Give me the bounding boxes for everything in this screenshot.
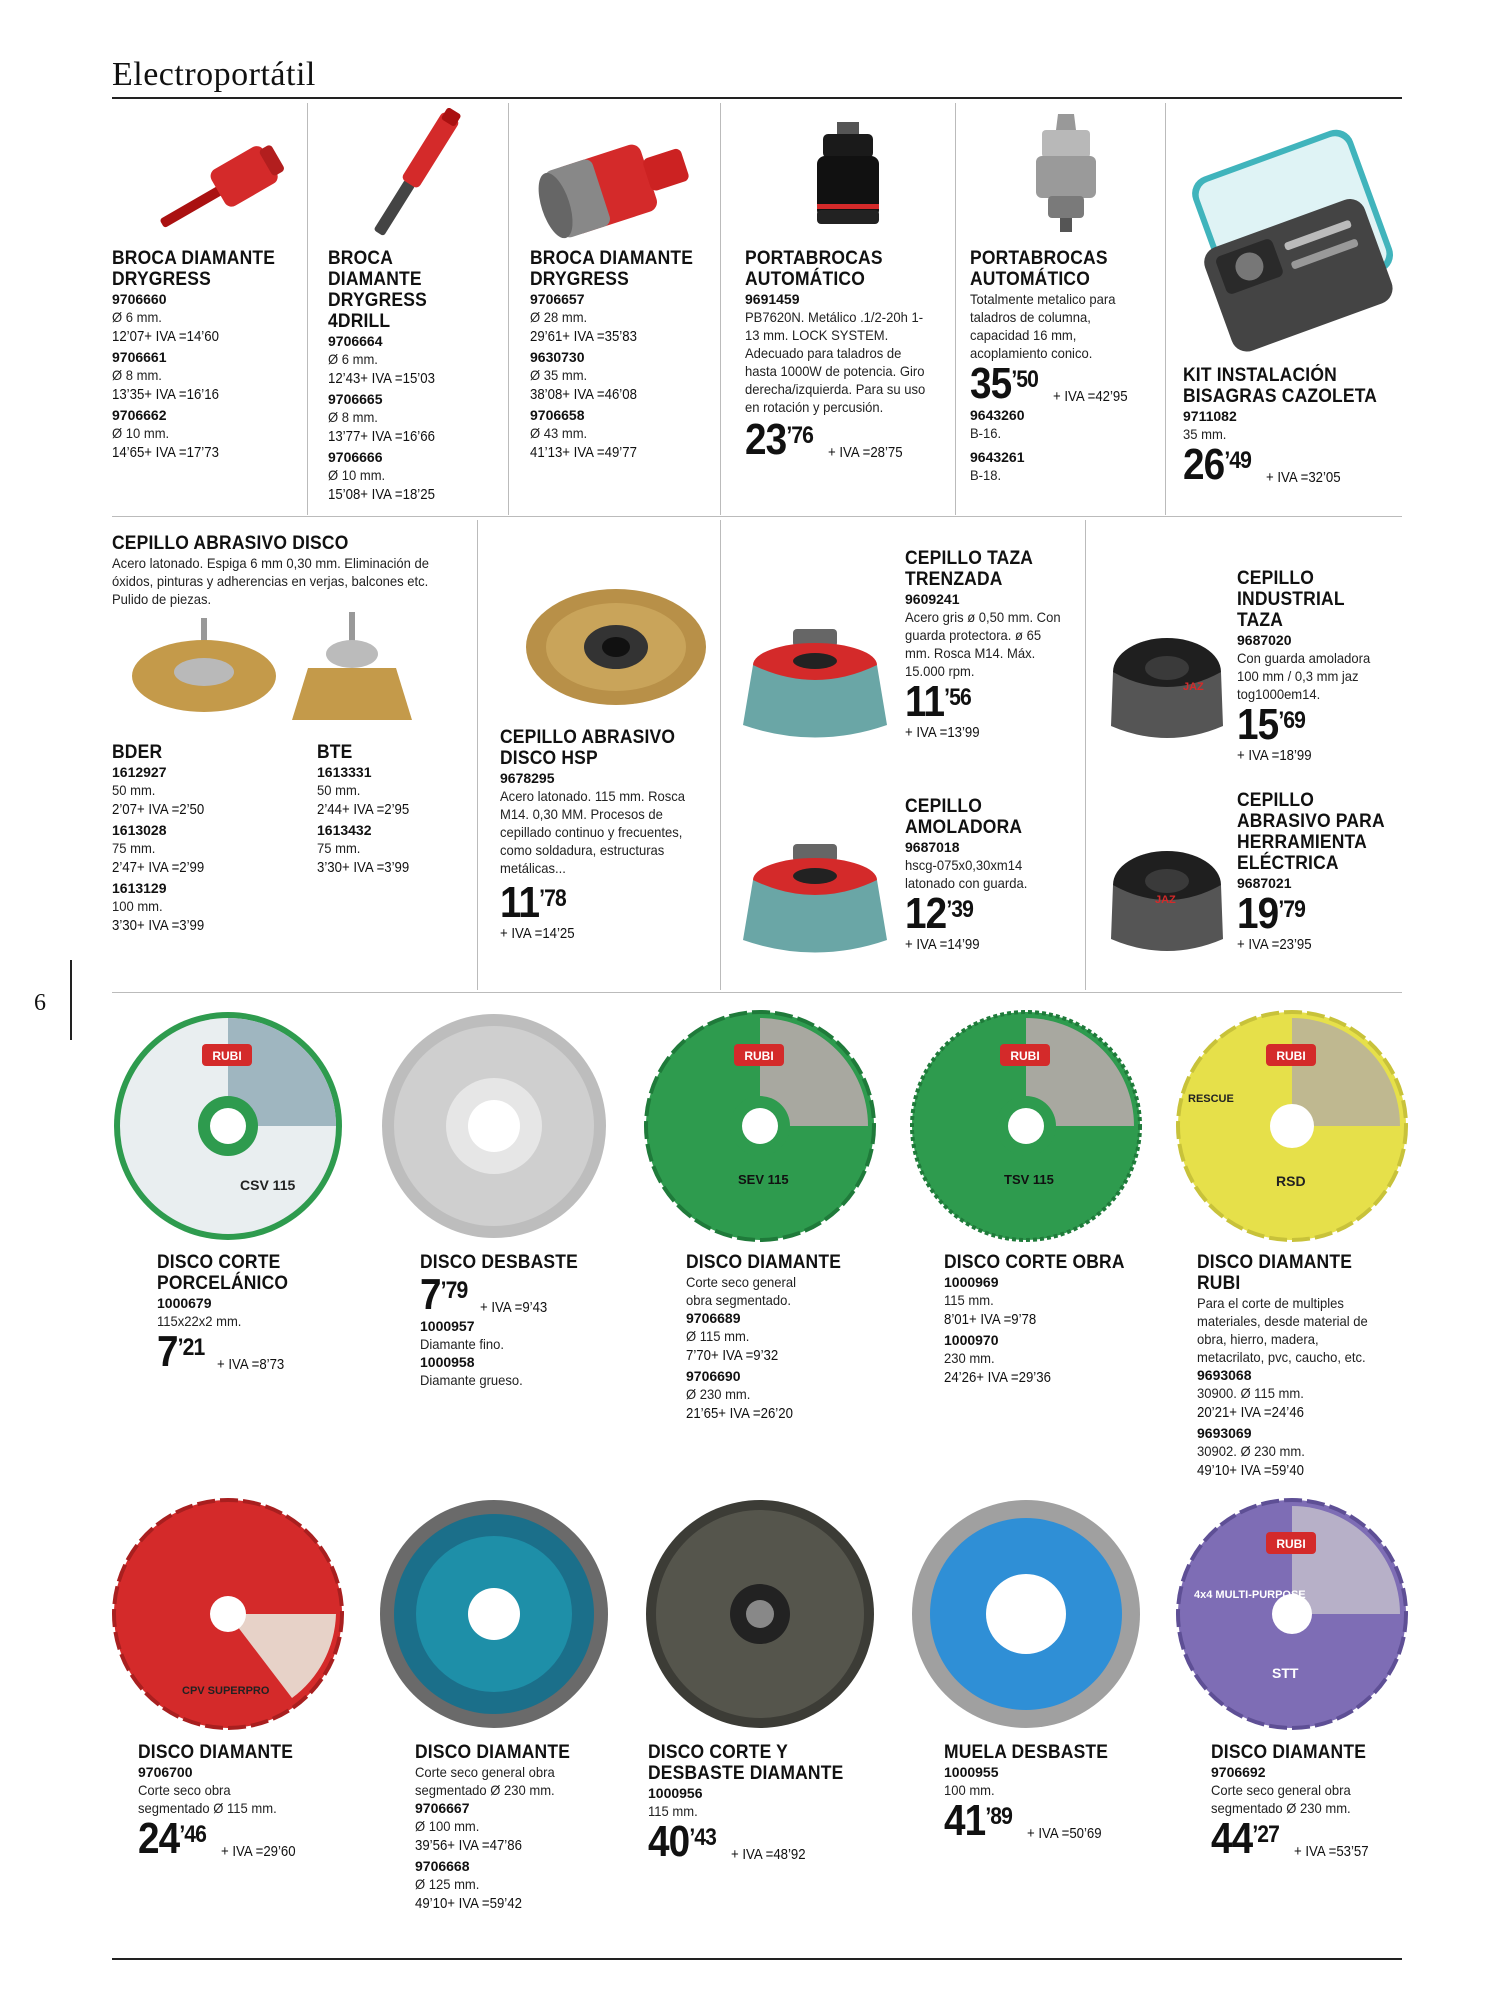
product-code: 9706661 (112, 349, 167, 365)
product-desc: Ø 115 mm. (686, 1328, 750, 1344)
price-big: $19^{’79}$ (1237, 889, 1306, 938)
price-block (944, 1796, 1154, 1845)
brand-logo: RUBI (212, 1049, 242, 1063)
price-int: 40 (648, 1817, 690, 1866)
price-big: $23^{’76}$ (745, 415, 814, 464)
product-code: 1000970 (944, 1332, 999, 1348)
product-desc: Para el corte de multiples materiales, desde material de obra, hierro, madera, metacrilato, pvc, caucho, etc. (1197, 1295, 1368, 1365)
price-dec: 46 (184, 1821, 207, 1848)
divider (955, 103, 956, 515)
price-iva: + IVA =14’25 (500, 925, 575, 942)
product-code: 1613129 (112, 880, 167, 896)
product-code: 9706664 (328, 333, 383, 349)
disc-tag: 4x4 MULTI-PURPOSE (1194, 1589, 1306, 1601)
price-big: $11^{’78}$ (500, 878, 566, 927)
product-broca-drygress-6-10 (112, 108, 302, 464)
product-code: 9630730 (530, 349, 585, 365)
price-int: 44 (1211, 1814, 1253, 1863)
row-divider (112, 516, 1402, 517)
product-desc: Ø 6 mm. (328, 351, 378, 367)
product-code: 1000958 (420, 1354, 475, 1370)
product-name: KIT INSTALACIÓN BISAGRAS CAZOLETA (1183, 365, 1378, 407)
disc-label: CPV SUPERPRO (182, 1685, 270, 1697)
price-int: 15 (1237, 700, 1279, 749)
price-dec: 79 (1283, 896, 1306, 923)
price-line: 3’30+ IVA =3’99 (112, 917, 205, 934)
product-kit-bisagras (1183, 110, 1403, 487)
product-code: 1613028 (112, 822, 167, 838)
price-block (1183, 440, 1403, 489)
product-name: PORTABROCAS AUTOMÁTICO (745, 248, 883, 290)
price-line: 29’61+ IVA =35’83 (530, 328, 637, 345)
price-big: $11^{’56}$ (905, 677, 971, 726)
product-name: DISCO DIAMANTE (1211, 1742, 1367, 1763)
product-name: DISCO DESBASTE (420, 1252, 578, 1273)
price-big: $24^{’46}$ (138, 1814, 207, 1863)
product-desc: 115 mm. (944, 1292, 994, 1308)
product-desc: 115 mm. (648, 1803, 698, 1819)
product-cepillo-taza-trenzada (905, 548, 1080, 742)
product-desc: hscg-075x0,30xm14 latonado con guarda. (905, 857, 1028, 891)
price-block (905, 677, 1080, 726)
product-code: 9687021 (1237, 875, 1292, 891)
price-dec: 56 (949, 684, 971, 711)
price-iva: + IVA =48’92 (731, 1846, 806, 1863)
product-desc: Ø 8 mm. (112, 367, 162, 383)
product-portabrocas-columna (970, 108, 1160, 484)
price-line: 12’43+ IVA =15’03 (328, 370, 435, 387)
product-code: 1612927 (112, 764, 167, 780)
divider (720, 103, 721, 515)
product-desc: 75 mm. (317, 840, 361, 856)
price-int: 11 (905, 677, 945, 726)
product-code: 1000955 (944, 1764, 999, 1780)
product-name: CEPILLO ABRASIVO DISCO (112, 533, 349, 554)
price-block (1211, 1814, 1401, 1863)
price-big: $15^{’69}$ (1237, 700, 1306, 749)
product-desc: PB7620N. Metálico .1/2-20h 1-13 mm. LOCK SYSTEM. Adecuado para taladros de hasta 1000W de potencia. Giro derecha/izquierda. Para su uso en rotación y percusión. (745, 309, 926, 415)
price-iva: + IVA =13’99 (905, 724, 980, 741)
product-name: BROCA DIAMANTE DRYGRESS (530, 248, 694, 290)
product-code: 9706668 (415, 1858, 470, 1874)
product-cepillo-abrasivo-disco (112, 533, 472, 937)
industrial-cup-brush-image (1105, 630, 1230, 750)
price-big: $40^{’43}$ (648, 1817, 717, 1866)
product-broca-drygress-28-43 (530, 108, 715, 464)
brand-logo: RUBI (1276, 1537, 1306, 1551)
product-name: DISCO CORTE PORCELÁNICO (157, 1252, 289, 1294)
product-disco-diamante-rubi (1197, 1252, 1402, 1482)
price-int: 11 (500, 878, 540, 927)
product-name: PORTABROCAS AUTOMÁTICO (970, 248, 1108, 290)
product-desc: Acero gris ø 0,50 mm. Con guarda protectora. ø 65 mm. Rosca M14. Máx. 15.000 rpm. (905, 609, 1061, 679)
disc-tag: RESCUE (1188, 1093, 1234, 1105)
product-name: BROCA DIAMANTE DRYGRESS 4DRILL (328, 248, 427, 332)
price-int: 12 (905, 889, 947, 938)
product-desc: Acero latonado. Espiga 6 mm 0,30 mm. Eliminación de óxidos, pinturas y adherencias en verjas, balcones etc. Pulido de piezas. (112, 555, 429, 607)
price-dec: 43 (694, 1824, 717, 1851)
product-desc: 230 mm. (944, 1350, 995, 1366)
price-line: 24’26+ IVA =29’36 (944, 1369, 1051, 1386)
price-big: $7^{’79}$ (420, 1270, 468, 1319)
price-dec: 39 (951, 896, 974, 923)
product-code: 9706665 (328, 391, 383, 407)
price-big: $35^{’50}$ (970, 359, 1039, 408)
price-big: $12^{’39}$ (905, 889, 974, 938)
price-line: 14’65+ IVA =17’73 (112, 444, 219, 461)
product-code: 9706667 (415, 1800, 470, 1816)
price-block (1237, 700, 1402, 749)
product-name: CEPILLO TAZA TRENZADA (905, 548, 1033, 590)
product-desc: 35 mm. (1183, 426, 1227, 442)
page-number: 6 (34, 990, 46, 1016)
divider (477, 520, 478, 990)
price-int: 24 (138, 1814, 180, 1863)
product-name: DISCO CORTE Y DESBASTE DIAMANTE (648, 1742, 844, 1784)
product-desc: B-16. (970, 425, 1002, 441)
variant-bte (317, 742, 472, 937)
price-int: 7 (157, 1327, 178, 1376)
product-code: 9687018 (905, 839, 960, 855)
price-dec: 49 (1229, 447, 1252, 474)
product-cepillo-herramienta (1237, 790, 1402, 954)
turbo-diamond-disc-image (910, 1010, 1142, 1242)
product-desc: 100 mm. (112, 898, 163, 914)
price-iva: + IVA =18’99 (1237, 747, 1312, 764)
segmented-diamond-disc-image (644, 1010, 876, 1242)
product-code: 1000679 (157, 1295, 212, 1311)
price-line: 2’47+ IVA =2’99 (112, 859, 205, 876)
price-line: 15’08+ IVA =18’25 (328, 486, 435, 503)
disc-label: TSV 115 (1004, 1172, 1054, 1187)
product-code: 1000957 (420, 1318, 475, 1334)
product-portabrocas-automatico (745, 108, 950, 462)
product-desc: Ø 28 mm. (530, 309, 588, 325)
variant-columns (112, 742, 472, 937)
product-cepillo-amoladora (905, 796, 1080, 954)
product-desc: 50 mm. (317, 782, 361, 798)
price-int: 23 (745, 415, 787, 464)
price-iva: + IVA =32’05 (1266, 469, 1341, 486)
brand-logo: RUBI (1010, 1049, 1040, 1063)
product-code: 9643261 (970, 449, 1025, 465)
product-code: 1000956 (648, 1785, 703, 1801)
product-name: DISCO DIAMANTE (138, 1742, 294, 1763)
header-rule (112, 97, 1402, 99)
product-desc: Acero latonado. 115 mm. Rosca M14. 0,30 MM. Procesos de cepillado continuo y frecuentes, como soldadura, estructuras metálicas... (500, 788, 686, 876)
disc-label: SEV 115 (738, 1172, 789, 1187)
price-big: $44^{’27}$ (1211, 1814, 1280, 1863)
price-block (138, 1814, 358, 1863)
product-desc: Corte seco obra segmentado Ø 115 mm. (138, 1782, 277, 1816)
variant-bder (112, 742, 267, 937)
disc-label: RSD (1276, 1173, 1306, 1189)
diamond-drill-bit-image (328, 108, 498, 248)
price-line: 7’70+ IVA =9’32 (686, 1347, 779, 1364)
price-block (420, 1270, 620, 1319)
tool-cup-brush-image (1105, 843, 1230, 963)
price-block (970, 359, 1160, 408)
cut-grind-diamond-disc-image (644, 1498, 876, 1730)
product-desc: Ø 230 mm. (686, 1386, 751, 1402)
page-title: Electroportátil (112, 56, 316, 93)
price-block (905, 889, 1080, 938)
price-line: 49’10+ IVA =59’40 (1197, 1462, 1304, 1479)
price-block (648, 1817, 893, 1866)
product-code: 9706692 (1211, 1764, 1266, 1780)
product-desc: Con guarda amoladora 100 mm / 0,3 mm jaz tog1000em14. (1237, 650, 1371, 702)
product-name: MUELA DESBASTE (944, 1742, 1109, 1763)
row-divider (112, 992, 1402, 993)
chuck-image (970, 108, 1160, 248)
price-block (1237, 889, 1402, 938)
product-muela-desbaste (944, 1742, 1154, 1843)
price-line: 20’21+ IVA =24’46 (1197, 1404, 1304, 1421)
price-line: 39’56+ IVA =47’86 (415, 1837, 522, 1854)
multi-material-diamond-disc-image (1176, 1010, 1408, 1242)
divider (508, 103, 509, 515)
price-int: 7 (420, 1270, 441, 1319)
product-disco-diamante-cpv (138, 1742, 358, 1861)
price-dec: 21 (182, 1334, 205, 1361)
price-dec: 89 (990, 1803, 1013, 1830)
product-desc: Ø 125 mm. (415, 1876, 480, 1892)
price-iva: + IVA =23’95 (1237, 936, 1312, 953)
product-desc: Ø 10 mm. (328, 467, 386, 483)
cup-brush-guard-image (735, 840, 895, 965)
product-desc: Corte seco general obra segmentado Ø 230 mm. (415, 1764, 555, 1798)
product-name: CEPILLO AMOLADORA (905, 796, 1023, 838)
product-code: 9706690 (686, 1368, 741, 1384)
product-code: 9693068 (1197, 1367, 1252, 1383)
price-big: $26^{’49}$ (1183, 440, 1252, 489)
product-desc: Ø 8 mm. (328, 409, 378, 425)
price-block (745, 415, 950, 464)
price-iva: + IVA =14’99 (905, 936, 980, 953)
price-line: 38’08+ IVA =46’08 (530, 386, 637, 403)
cup-grinding-disc-image (378, 1498, 610, 1730)
product-desc: Diamante fino. (420, 1336, 504, 1352)
price-iva: + IVA =53’57 (1294, 1843, 1369, 1860)
svg-text:JAZ: JAZ (1155, 894, 1176, 906)
price-line: 21’65+ IVA =26’20 (686, 1405, 793, 1422)
product-desc: 50 mm. (112, 782, 156, 798)
variant-name: BTE (317, 742, 353, 763)
cup-brush-twisted-image (735, 625, 895, 750)
product-broca-drygress-4drill (328, 108, 503, 506)
product-code: 9609241 (905, 591, 960, 607)
porcelain-cutting-disc-image (112, 1010, 344, 1242)
grinding-disc-image (378, 1010, 610, 1242)
product-code: 9691459 (745, 291, 800, 307)
product-desc: B-18. (970, 467, 1002, 483)
product-code: 9706660 (112, 291, 167, 307)
product-code: 9643260 (970, 407, 1025, 423)
price-block (500, 878, 715, 927)
product-code: 1613331 (317, 764, 372, 780)
product-desc: Totalmente metalico para taladros de columna, capacidad 16 mm, acoplamiento conico. (970, 291, 1116, 361)
product-desc: Corte seco general obra segmentado Ø 230 mm. (1211, 1782, 1351, 1816)
price-iva: + IVA =8’73 (216, 1356, 285, 1373)
product-cepillo-hsp (500, 585, 715, 943)
price-dec: 27 (1257, 1821, 1280, 1848)
product-disco-corte-desbaste (648, 1742, 893, 1864)
price-line: 12’07+ IVA =14’60 (112, 328, 219, 345)
product-code: 9706700 (138, 1764, 193, 1780)
product-code: 1613432 (317, 822, 372, 838)
price-block (157, 1327, 357, 1376)
product-name: CEPILLO ABRASIVO PARA HERRAMIENTA ELÉCTRICA (1237, 790, 1385, 874)
price-dec: 76 (791, 422, 814, 449)
product-disco-diamante-copa (415, 1742, 615, 1915)
price-dec: 50 (1016, 366, 1039, 393)
product-name: DISCO CORTE OBRA (944, 1252, 1125, 1273)
product-desc: Ø 43 mm. (530, 425, 588, 441)
variant-name: BDER (112, 742, 163, 763)
divider (1165, 103, 1166, 515)
red-diamond-disc-image (112, 1498, 344, 1730)
price-dec: 69 (1283, 707, 1306, 734)
product-disco-diamante-stt (1211, 1742, 1401, 1861)
product-desc: 30900. Ø 115 mm. (1197, 1385, 1304, 1401)
keyless-chuck-image (745, 108, 950, 248)
product-disco-corte-porcelanico (157, 1252, 357, 1374)
price-line: 2’07+ IVA =2’50 (112, 801, 205, 818)
product-code: 9711082 (1183, 408, 1237, 424)
disc-label: CSV 115 (240, 1177, 296, 1193)
price-line: 8’01+ IVA =9’78 (944, 1311, 1037, 1328)
brand-logo: RUBI (1276, 1049, 1306, 1063)
hinge-kit-case-image (1183, 110, 1403, 365)
wire-wheel-image (500, 585, 715, 715)
product-code: 9687020 (1237, 632, 1292, 648)
wire-brush-images (112, 608, 472, 738)
product-desc: 75 mm. (112, 840, 156, 856)
price-line: 3’30+ IVA =3’99 (317, 859, 410, 876)
divider (720, 520, 721, 990)
product-code: 9706657 (530, 291, 585, 307)
product-disco-corte-obra (944, 1252, 1144, 1389)
price-line: 13’77+ IVA =16’66 (328, 428, 435, 445)
product-name: DISCO DIAMANTE (415, 1742, 571, 1763)
divider (307, 103, 308, 515)
price-iva: + IVA =42’95 (1053, 388, 1128, 405)
product-code: 9706689 (686, 1310, 741, 1326)
price-int: 26 (1183, 440, 1225, 489)
product-code: 9706658 (530, 407, 585, 423)
price-line: 2’44+ IVA =2’95 (317, 801, 410, 818)
price-iva: + IVA =29’60 (221, 1843, 296, 1860)
price-int: 19 (1237, 889, 1279, 938)
product-desc: 115x22x2 mm. (157, 1313, 242, 1329)
product-name: BROCA DIAMANTE DRYGRESS (112, 248, 276, 290)
product-name: CEPILLO ABRASIVO DISCO HSP (500, 727, 676, 769)
product-desc: Ø 100 mm. (415, 1818, 480, 1834)
core-drill-bit-image (530, 108, 715, 248)
product-desc: 100 mm. (944, 1782, 995, 1798)
product-name: DISCO DIAMANTE (686, 1252, 842, 1273)
page-number-rule (70, 960, 72, 1040)
price-line: 13’35+ IVA =16’16 (112, 386, 219, 403)
footer-rule (112, 1958, 1402, 1960)
price-line: 41’13+ IVA =49’77 (530, 444, 637, 461)
disc-label: STT (1272, 1665, 1299, 1681)
product-disco-desbaste (420, 1252, 620, 1389)
price-int: 35 (970, 359, 1012, 408)
product-code: 1000969 (944, 1274, 999, 1290)
diamond-drill-bit-image (112, 108, 302, 248)
cup-wheel-image (910, 1498, 1142, 1730)
product-code: 9678295 (500, 770, 555, 786)
price-int: 41 (944, 1796, 986, 1845)
price-iva: + IVA =9’43 (479, 1299, 548, 1316)
svg-text:JAZ: JAZ (1183, 681, 1204, 693)
product-desc: Corte seco general obra segmentado. (686, 1274, 797, 1308)
product-desc: Ø 35 mm. (530, 367, 588, 383)
product-code: 9706662 (112, 407, 167, 423)
product-desc: Diamante grueso. (420, 1372, 523, 1388)
price-big: $7^{’21}$ (157, 1327, 205, 1376)
product-code: 9706666 (328, 449, 383, 465)
product-cepillo-industrial-taza (1237, 568, 1402, 765)
price-iva: + IVA =50’69 (1027, 1825, 1102, 1842)
product-desc: 30902. Ø 230 mm. (1197, 1443, 1305, 1459)
brand-logo: RUBI (744, 1049, 774, 1063)
product-disco-diamante-sev (686, 1252, 886, 1425)
price-dec: 78 (544, 885, 566, 912)
price-iva: + IVA =28’75 (828, 444, 903, 461)
price-big: $41^{’89}$ (944, 1796, 1013, 1845)
divider (1085, 520, 1086, 990)
price-line: 49’10+ IVA =59’42 (415, 1895, 522, 1912)
product-code: 9693069 (1197, 1425, 1252, 1441)
price-dec: 79 (445, 1277, 468, 1304)
product-desc: Ø 6 mm. (112, 309, 162, 325)
product-desc: Ø 10 mm. (112, 425, 170, 441)
product-name: DISCO DIAMANTE RUBI (1197, 1252, 1353, 1294)
product-name: CEPILLO INDUSTRIAL TAZA (1237, 568, 1345, 631)
purple-diamond-disc-image (1176, 1498, 1408, 1730)
